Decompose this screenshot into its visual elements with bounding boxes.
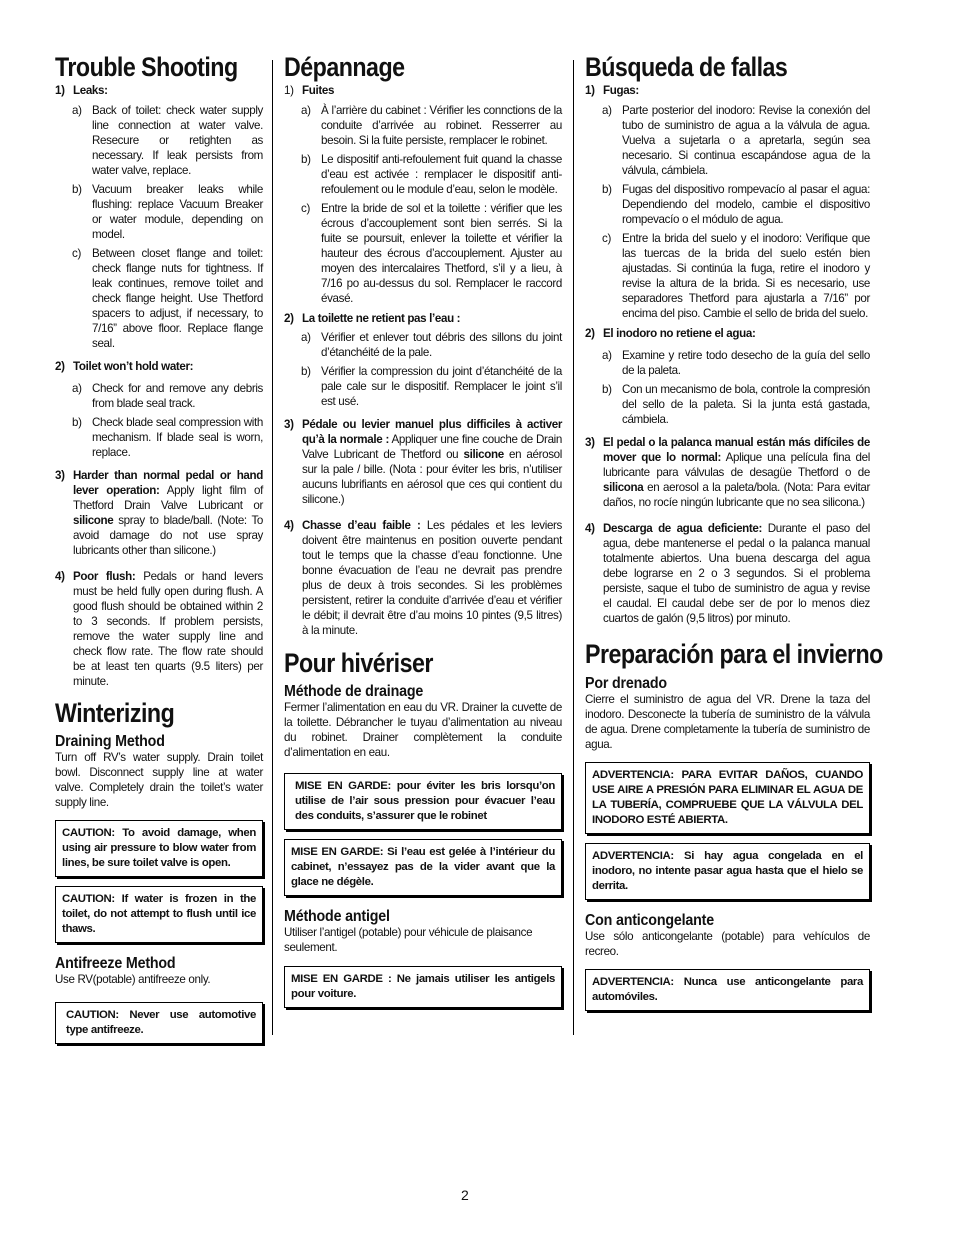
antifreeze-method-title: Méthode antigel <box>284 908 390 925</box>
antifreeze-method-title: Antifreeze Method <box>55 955 176 972</box>
item-4: 4) Chasse d’eau faible : Les pédales et les leviers doivent être maintenus en position ouverte pendant tout le temps que la chasse d’eau fonctionne. Une bonne évacuation de l’eau ne devrait pas prendre plus de deux à trois secondes. Si les problèmes persistent, retirer la conduite d’arrivée d’eau et vérifier le débit; il devrait être d’au moins 10 pintes (9,5 litres) à la minute. <box>284 519 563 637</box>
antifreeze-method-text: Use RV(potable) antifreeze only. <box>55 973 211 986</box>
caution-box: CAUTION: If water is frozen in the toilet, do not attempt to flush until ice thaws. <box>55 886 263 943</box>
caution-box: CAUTION: To avoid damage, when using air pressure to blow water from lines, be sure toilet valve is open. <box>55 820 263 877</box>
french-column <box>284 52 562 1008</box>
column-divider <box>272 60 273 1035</box>
spanish-column <box>585 52 883 1011</box>
item-1b: b) Le dispositif anti-refoulement fuit quand la chasse d’eau est activée : remplacer le dispositif anti-refoulement ou le module d’eau, selon le modèle. <box>301 153 562 196</box>
item-3: 3) Harder than normal pedal or hand lever operation: Apply light film of Thetford Drain Valve Lubricant or silicone spray to blade/ball. (Note: To avoid damage do not use spray lubricants other than silicone.) <box>55 469 263 557</box>
item-1c: c) Entre la brida del suelo y el inodoro: Verifique que las tuercas de la brida del suelo estén bien ajustadas. Si continúa la fuga, retire el inodoro y revise la altura de la brida. Si es necesario, use separadores Thetford para ajustarla a 7/16” por encima del piso. Cambie el sello de brida del suelo. <box>602 232 870 320</box>
draining-method-title: Por drenado <box>585 675 667 692</box>
winterizing-title: Winterizing <box>55 698 175 728</box>
item-1a: a) Back of toilet: check water supply line connection at water valve. Resecure or retighten as necessary. If leak persists from water valve, replace. <box>72 104 263 177</box>
item-3: 3) El pedal o la palanca manual están más difíciles de mover que lo normal: Aplique una película fina del lubricante para válvulas de desagüe Thetford o de silicona en aerosol a la paleta/bola. (Nota: Para evitar daños, no rocíe ningún lubricante que no sea silicona.) <box>585 436 870 509</box>
column-divider <box>573 60 574 1035</box>
section-title: Trouble Shooting <box>55 52 238 82</box>
antifreeze-method-text: Utiliser l’antigel (potable) pour véhicule de plaisance seulement. <box>284 926 533 954</box>
page-number: 2 <box>461 1187 469 1203</box>
winterizing-title: Pour hivériser <box>284 648 433 678</box>
item-2: 2) La toilette ne retient pas l’eau : <box>284 312 461 325</box>
antifreeze-method-text: Use sólo anticongelante (potable) para vehículos de recreo. <box>585 930 870 958</box>
item-4: 4) Poor flush: Pedals or hand levers must be held fully open during flush. A good flush should be obtained within 2 to 3 seconds. If problem persists, remove the water supply line and check flow rate. The flow rate should be at least ten quarts (9.5 liters) per minute. <box>55 570 263 688</box>
draining-method-text: Fermer l’alimentation en eau du VR. Drainer la cuvette de la toilette. Débrancher le tuyau d’alimentation au niveau du robinet. Drainer complètement la conduite d’alimentation en eau. <box>284 701 562 759</box>
item-1c: c) Between closet flange and toilet: check flange nuts for tightness. If leak continues, remove toilet and check flange height. Use Thetford spacers to adjust, if necessary, to 7/16” above floor. Replace flange seal. <box>72 247 263 350</box>
item-2a: a) Check for and remove any debris from blade seal track. <box>72 382 263 410</box>
caution-box: MISE EN GARDE: Si l’eau est gelée à l’intérieur du cabinet, n’essayez pas de la vider avant que la glace ne dégèle. <box>284 839 562 896</box>
item-1: 1) Leaks: <box>55 84 108 97</box>
item-1b: b) Vacuum breaker leaks while flushing: replace Vacuum Breaker or water module, depending on model. <box>72 183 263 241</box>
caution-box: ADVERTENCIA: PARA EVITAR DAÑOS, CUANDO USE AIRE A PRESIÓN PARA ELIMINAR EL AGUA DE LA TUBERÍA, COMPRUEBE QUE LA VÁLVULA DEL INODORO ESTÉ ABIERTA. <box>585 762 870 834</box>
caution-box: MISE EN GARDE: pour éviter les bris lorsqu’on utilise de l’air sous pression pour évacuer l’eau des conduits, s’assurer que le robinet <box>284 773 562 830</box>
item-3: 3) Pédale ou levier manuel plus difficiles à activer qu’à la normale : Appliquer une fine couche de Drain Valve Lubricant de Thetford ou silicone en aérosol sur la pale / bille. (Nota : pour éviter les bris, n’utiliser aucuns lubrifiants en aérosol que ces qui contient du silicone.) <box>284 418 562 506</box>
item-1c: c) Entre la bride de sol et la toilette : vérifier que les écrous d’accouplement sont bien serrés. Si la fuite se poursuit, enlever la toilette et vérifier la hauteur des écrous d’accouplement. Ajuster au moyen des intercalaires Thetford, s’il y a lieu, à 7/16 po au-dessus du sol. Remplacer le raccord évasé. <box>301 202 562 305</box>
section-title: Búsqueda de fallas <box>585 52 788 82</box>
item-2: 2) Toilet won’t hold water: <box>55 360 194 373</box>
item-2a: a) Examine y retire todo desecho de la guía del sello de la paleta. <box>602 349 870 377</box>
caution-box: MISE EN GARDE : Ne jamais utiliser les antigels pour voiture. <box>284 966 562 1008</box>
item-1: 1) Fugas: <box>585 84 639 97</box>
item-2b: b) Vérifier la compression du joint d’étanchéité de la pale cale sur le dispositif. Remplacer le joint s’il est usé. <box>301 365 562 408</box>
item-2b: b) Check blade seal compression with mechanism. If blade seal is worn, replace. <box>72 416 263 459</box>
item-2a: a) Vérifier et enlever tout débris des sillons du joint d’étanchéité de la pale. <box>301 331 562 359</box>
item-2b: b) Con un mecanismo de bola, controle la compresión del sello de la paleta. Si la junta está gastada, cámbiela. <box>602 383 870 426</box>
item-1a: a) À l’arrière du cabinet : Vérifier les connctions de la conduite d’arrivée au robinet. Resserrer au besoin. Si la fuite persiste, remplacer le robinet. <box>301 104 562 147</box>
draining-method-text: Turn off RV’s water supply. Drain toilet bowl. Disconnect supply line at water valve. Completely drain the toilet’s water supply line. <box>55 751 263 809</box>
caution-box: CAUTION: Never use automotive type antifreeze. <box>55 1002 263 1044</box>
item-1a: a) Parte posterior del inodoro: Revise la conexión del tubo de suministro de agua a la válvula de agua. Vuelva a sujetarla o a apretarla, según sea necesario. Si continua escapándose agua de la válvula, cámbiela. <box>602 104 870 177</box>
winterizing-title: Preparación para el invierno <box>585 639 883 669</box>
section-title: Dépannage <box>284 52 405 82</box>
draining-method-title: Draining Method <box>55 733 165 750</box>
antifreeze-method-title: Con anticongelante <box>585 912 715 929</box>
draining-method-text: Cierre el suministro de agua del VR. Drene la taza del inodoro. Desconecte la tubería de suministro de la válvula de agua. Drene completamente la tubería de suministro de agua. <box>585 693 870 751</box>
item-4: 4) Descarga de agua deficiente: Durante el paso del agua, debe mantenerse el pedal o la palanca manual totalmente abiertos. Una buena descarga del agua debe lograrse en 2 o 3 segundos. Si el problema persiste, saque el tubo de suministro de agua y revise el caudal. El caudal debe ser de por lo menos diez cuartos de galón (9,5 litros) por minuto. <box>585 522 870 625</box>
item-2: 2) El inodoro no retiene el agua: <box>585 327 756 340</box>
english-column <box>55 52 263 1044</box>
item-1: 1) Fuites <box>284 84 335 97</box>
caution-box: ADVERTENCIA: Si hay agua congelada en el inodoro, no intente pasar agua hasta que el hielo se derrita. <box>585 843 870 900</box>
item-1b: b) Fugas del dispositivo rompevacío al pasar el agua: Dependiendo del modelo, cambie el dispositivo rompevacío o el módulo de agua. <box>602 183 870 226</box>
caution-box: ADVERTENCIA: Nunca use anticongelante para automóviles. <box>585 969 870 1011</box>
draining-method-title: Méthode de drainage <box>284 683 424 700</box>
